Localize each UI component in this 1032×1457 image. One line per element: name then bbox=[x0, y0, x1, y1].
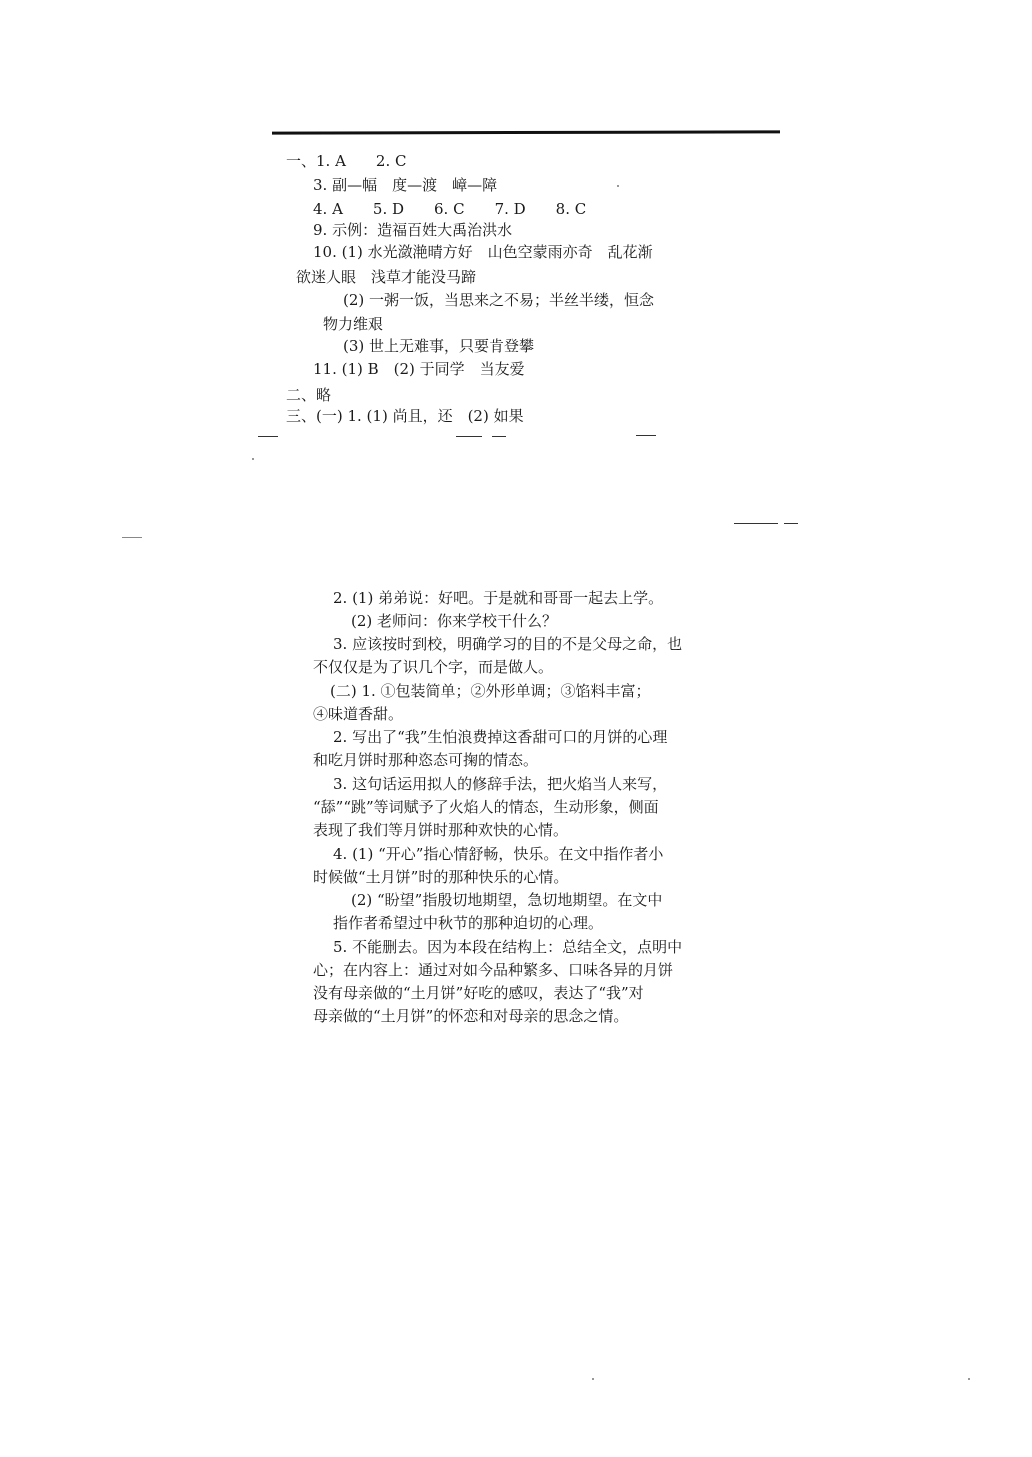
answer-line: 2. (1) 弟弟说：好吧。于是就和哥哥一起去上学。 bbox=[333, 589, 664, 607]
answer-line: 和吃月饼时那种恣态可掬的情态。 bbox=[313, 751, 539, 769]
answer-line: 11. (1) B (2) 于同学 当友爱 bbox=[313, 360, 525, 378]
scan-speck bbox=[968, 1378, 970, 1380]
answer-line: 9. 示例：造福百姓大禹治洪水 bbox=[313, 221, 513, 239]
scan-mark bbox=[122, 537, 142, 538]
answer-line: 一、1. A 2. C bbox=[286, 152, 407, 170]
answer-line: “舔”“跳”等词赋予了火焰人的情态，生动形象，侧面 bbox=[313, 798, 659, 816]
scan-mark bbox=[258, 436, 278, 437]
answer-line: 2. 写出了“我”生怕浪费掉这香甜可口的月饼的心理 bbox=[333, 728, 668, 746]
answer-line: 物力维艰 bbox=[323, 315, 384, 333]
answer-line: 时候做“土月饼”时的那种快乐的心情。 bbox=[313, 868, 569, 886]
scan-speck bbox=[617, 185, 619, 187]
answer-line: 5. 不能删去。因为本段在结构上：总结全文，点明中 bbox=[333, 938, 683, 956]
answer-line: 3. 副—幅 度—渡 嶂—障 bbox=[313, 176, 498, 194]
answer-line: (2) 老师问：你来学校干什么？ bbox=[351, 612, 558, 630]
scan-mark bbox=[492, 436, 506, 437]
answer-line: 心；在内容上：通过对如今品种繁多、口味各异的月饼 bbox=[313, 961, 674, 979]
scan-mark bbox=[734, 523, 778, 524]
scan-mark bbox=[456, 436, 482, 437]
answer-line: 二、略 bbox=[286, 386, 332, 404]
scan-mark bbox=[636, 435, 656, 436]
answer-line: 表现了我们等月饼时那种欢快的心情。 bbox=[313, 821, 569, 839]
answer-line: (二) 1. ①包装简单；②外形单调；③馅料丰富； bbox=[330, 682, 651, 700]
answer-line: (2) 一粥一饭，当思来之不易；半丝半缕，恒念 bbox=[343, 291, 655, 309]
answer-line: 指作者希望过中秋节的那种迫切的心理。 bbox=[333, 914, 604, 932]
answer-line: 10. (1) 水光潋滟晴方好 山色空蒙雨亦奇 乱花渐 bbox=[313, 243, 653, 261]
scan-speck bbox=[252, 458, 254, 460]
answer-line: 欲迷人眼 浅草才能没马蹄 bbox=[296, 268, 477, 286]
answer-line: (3) 世上无难事，只要肯登攀 bbox=[343, 337, 535, 355]
scan-speck bbox=[592, 1378, 594, 1380]
answer-line: 3. 应该按时到校，明确学习的目的不是父母之命，也 bbox=[333, 635, 683, 653]
answer-line: 母亲做的“土月饼”的怀恋和对母亲的思念之情。 bbox=[313, 1007, 629, 1025]
answer-line: 4. A 5. D 6. C 7. D 8. C bbox=[313, 200, 587, 218]
answer-line: ④味道香甜。 bbox=[313, 705, 404, 723]
top-rule bbox=[272, 130, 780, 134]
answer-line: 3. 这句话运用拟人的修辞手法，把火焰当人来写， bbox=[333, 775, 668, 793]
answer-line: 4. (1) “开心”指心情舒畅，快乐。在文中指作者小 bbox=[333, 845, 664, 863]
scan-mark bbox=[784, 523, 798, 524]
answer-line: 三、(一) 1. (1) 尚且，还 (2) 如果 bbox=[286, 407, 524, 425]
answer-line: 没有母亲做的“土月饼”好吃的感叹，表达了“我”对 bbox=[313, 984, 644, 1002]
answer-line: 不仅仅是为了识几个字，而是做人。 bbox=[313, 658, 554, 676]
answer-line: (2) “盼望”指殷切地期望，急切地期望。在文中 bbox=[351, 891, 663, 909]
